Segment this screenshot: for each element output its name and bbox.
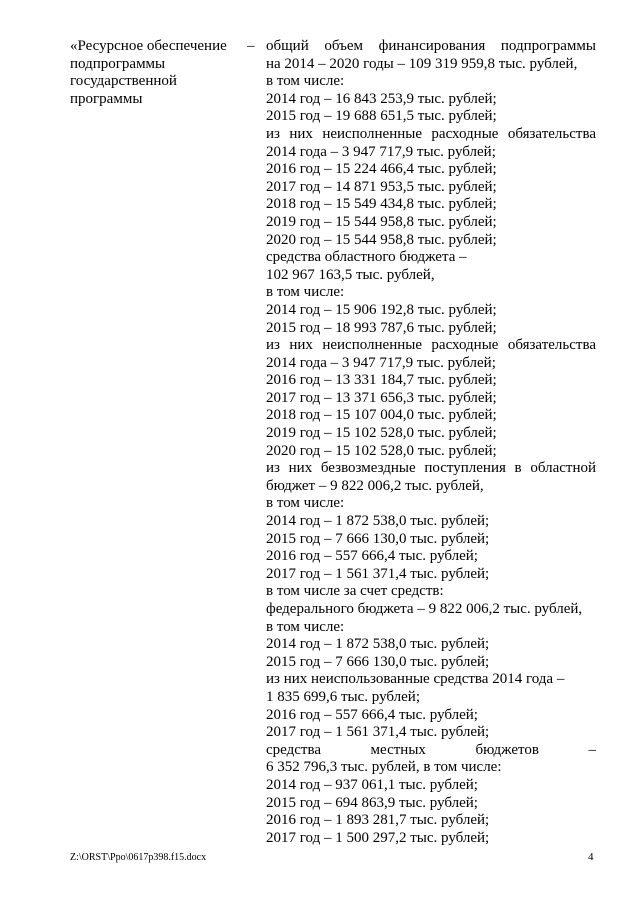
financing-line: средства местных бюджетов – [266,741,596,758]
heading-line: подпрограммы [70,55,166,72]
financing-line: 2016 год – 557 666,4 тыс. рублей; [266,548,478,565]
financing-line: 2014 год – 937 061,1 тыс. рублей; [266,776,478,793]
financing-line: в том числе: [266,284,345,301]
financing-line: 2016 год – 1 893 281,7 тыс. рублей; [266,812,490,829]
financing-line: 2016 год – 557 666,4 тыс. рублей; [266,706,478,723]
financing-line: 2017 год – 14 871 953,5 тыс. рублей; [266,178,497,195]
financing-line: 2017 год – 1 561 371,4 тыс. рублей; [266,724,490,741]
heading-line: государственной [70,73,177,90]
financing-line: федерального бюджета – 9 822 006,2 тыс. рублей, [266,601,583,617]
financing-line: в том числе: [266,495,345,512]
financing-line: 2018 год – 15 107 004,0 тыс. рублей; [266,407,497,424]
financing-line: 2014 года – 3 947 717,9 тыс. рублей; [266,143,496,160]
financing-line: 1 835 699,6 тыс. рублей; [266,688,420,705]
financing-line: общий объем финансирования подпрограммы [266,38,596,54]
financing-line: из них неиспользованные средства 2014 года – [266,671,565,688]
financing-line: в том числе за счет средств: [266,583,444,600]
financing-line: 2018 год – 15 549 434,8 тыс. рублей; [266,196,497,213]
heading-line: программы [70,90,143,107]
financing-line: 2014 год – 15 906 192,8 тыс. рублей; [266,301,497,318]
financing-line: 2020 год – 15 544 958,8 тыс. рублей; [266,231,497,248]
financing-line: 2017 год – 1 500 297,2 тыс. рублей; [266,829,490,846]
heading-line: «Ресурсное обеспечение [70,38,227,54]
financing-line: 102 967 163,5 тыс. рублей, [266,266,435,283]
financing-line: 2019 год – 15 102 528,0 тыс. рублей; [266,425,497,442]
financing-line: из них неисполненные расходные обязательства [266,337,596,354]
document-file-path: Z:\ORST\Ppo\0617p398.f15.docx [70,852,207,863]
financing-line: бюджет – 9 822 006,2 тыс. рублей, [266,477,484,494]
financing-line: из них безвозмездные поступления в областной [266,460,596,477]
financing-line: 2015 год – 19 688 651,5 тыс. рублей; [266,108,497,125]
financing-line: на 2014 – 2020 годы – 109 319 959,8 тыс. рублей, [266,55,578,72]
financing-line: 6 352 796,3 тыс. рублей, в том числе: [266,759,502,776]
financing-line: 2017 год – 1 561 371,4 тыс. рублей; [266,565,490,582]
financing-line: 2014 год – 1 872 538,0 тыс. рублей; [266,513,490,530]
financing-line: 2017 год – 13 371 656,3 тыс. рублей; [266,389,497,406]
financing-line: 2015 год – 694 863,9 тыс. рублей; [266,794,478,811]
financing-details [266,38,596,847]
financing-line: 2015 год – 18 993 787,6 тыс. рублей; [266,319,497,336]
financing-line: 2014 года – 3 947 717,9 тыс. рублей; [266,354,496,371]
financing-line: 2014 год – 16 843 253,9 тыс. рублей; [266,90,497,107]
page-number: 4 [588,851,594,863]
financing-line: в том числе: [266,618,345,635]
financing-line: 2015 год – 7 666 130,0 тыс. рублей; [266,530,490,547]
financing-line: 2019 год – 15 544 958,8 тыс. рублей; [266,213,497,230]
separator-dash: – [247,38,255,54]
financing-line: из них неисполненные расходные обязательства [266,125,596,142]
financing-line: 2020 год – 15 102 528,0 тыс. рублей; [266,442,497,459]
financing-line: в том числе: [266,73,345,90]
financing-line: средства областного бюджета – [266,249,467,266]
financing-line: 2015 год – 7 666 130,0 тыс. рублей; [266,653,490,670]
financing-line: 2014 год – 1 872 538,0 тыс. рублей; [266,636,490,653]
financing-line: 2016 год – 13 331 184,7 тыс. рублей; [266,372,497,389]
subprogram-resource-heading [70,38,245,108]
financing-line: 2016 год – 15 224 466,4 тыс. рублей; [266,161,497,178]
